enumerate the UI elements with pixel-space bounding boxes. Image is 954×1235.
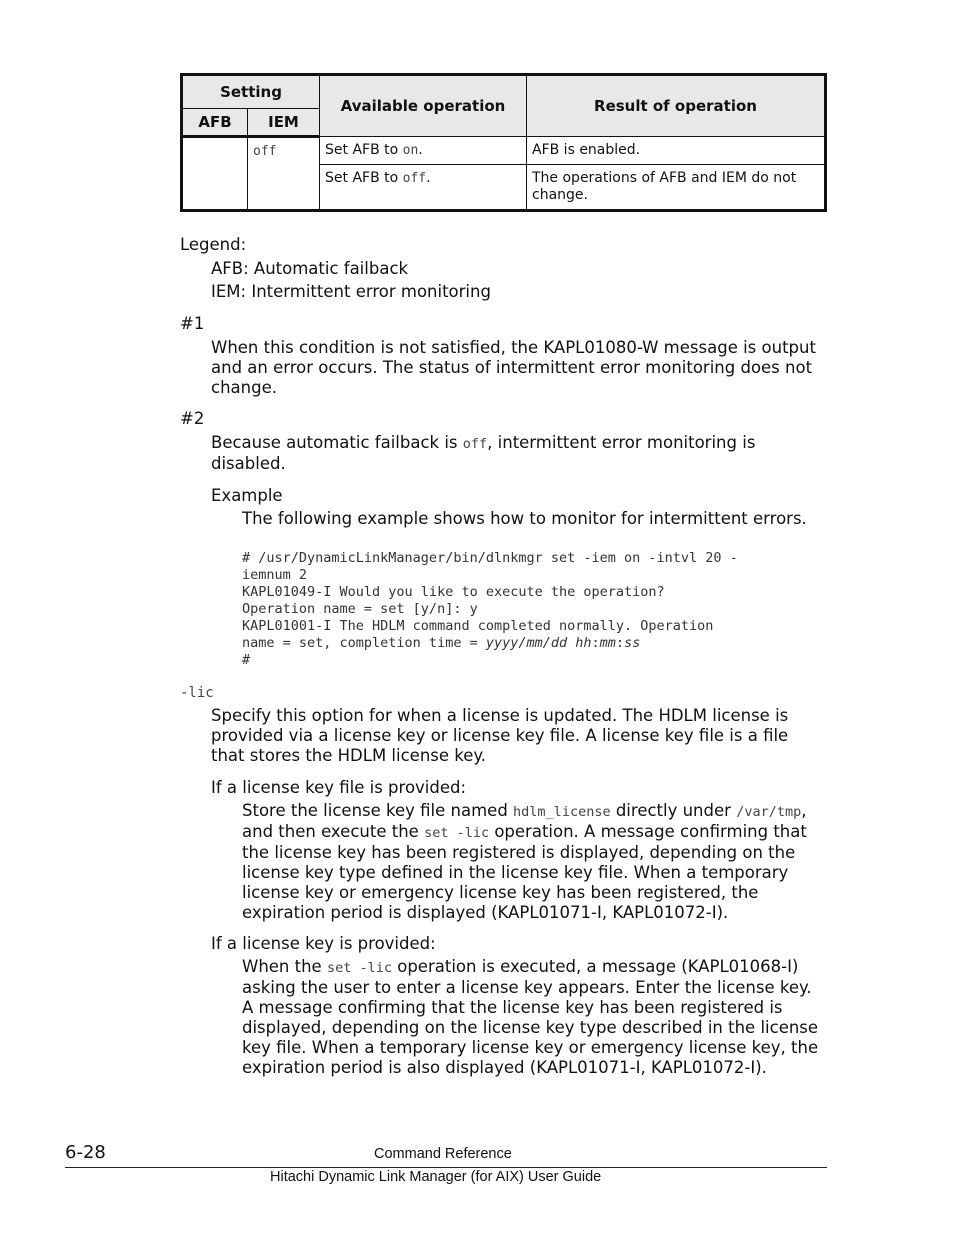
example-code-block: # /usr/DynamicLinkManager/bin/dlnkmgr set -iem on -intvl 20 - iemnum 2 KAPL01049-I Would you like to execute the operation? Operation name = set [y/n]: y KAPL01001-I The HDLM command completed normally. Operation name = set, completion time = yyyy/mm/dd hh:mm:ss # [242, 550, 738, 668]
legend-title: Legend: [180, 235, 247, 254]
lic-option: -lic [180, 685, 214, 701]
footer-section: Command Reference [374, 1146, 512, 1162]
iem-cell: off [248, 137, 320, 211]
legend-iem: IEM: Intermittent error monitoring [211, 282, 491, 301]
table-row [182, 137, 826, 165]
page-number: 6-28 [65, 1142, 106, 1163]
footer-guide-title: Hitachi Dynamic Link Manager (for AIX) User Guide [270, 1169, 602, 1185]
header-afb: AFB [182, 109, 248, 137]
note2-label: #2 [180, 409, 205, 428]
header-result-of-operation: Result of operation [527, 75, 826, 137]
lic-file-text: Store the license key file named hdlm_license directly under /var/tmp, and then execute the set -lic operation. A message confirming that the license key has been registered is displayed, depending on the license key type defined in the license key file. When a temporary license key or emergency license key has been registered, the expiration period is displayed (KAPL01071-I, KAPL01072-I). [242, 801, 807, 922]
lic-intro: Specify this option for when a license is updated. The HDLM license is provided via a license key or license key file. A license key file is a file that stores the HDLM license key. [211, 706, 789, 765]
header-available-operation: Available operation [320, 75, 527, 137]
header-iem: IEM [248, 109, 320, 137]
example-description: The following example shows how to monitor for intermittent errors. [242, 509, 807, 528]
footer-divider [65, 1167, 827, 1168]
lic-key-text: When the set -lic operation is executed, a message (KAPL01068-I) asking the user to enter a license key appears. Enter the license key. A message confirming that the license key has been registered is displayed, depending on the license key type described in the license key file. When a temporary license key or emergency license key, the expiration period is also displayed (KAPL01071-I, KAPL01072-I). [242, 957, 819, 1077]
result-cell: AFB is enabled. [527, 137, 826, 165]
note1-text: When this condition is not satisfied, the KAPL01080-W message is output and an error occurs. The status of intermittent error monitoring does not change. [211, 338, 816, 397]
note2-text: Because automatic failback is off, intermittent error monitoring is disabled. [211, 433, 756, 473]
example-title: Example [211, 486, 283, 505]
operation-cell: Set AFB to on. [320, 137, 527, 165]
settings-table [180, 73, 827, 212]
lic-file-title: If a license key file is provided: [211, 778, 467, 797]
legend-afb: AFB: Automatic failback [211, 259, 409, 278]
note1-label: #1 [180, 314, 205, 333]
result-cell: The operations of AFB and IEM do not change. [527, 165, 826, 211]
lic-key-title: If a license key is provided: [211, 934, 436, 953]
afb-cell [182, 137, 248, 211]
operation-cell: Set AFB to off. [320, 165, 527, 211]
header-setting: Setting [182, 75, 320, 109]
